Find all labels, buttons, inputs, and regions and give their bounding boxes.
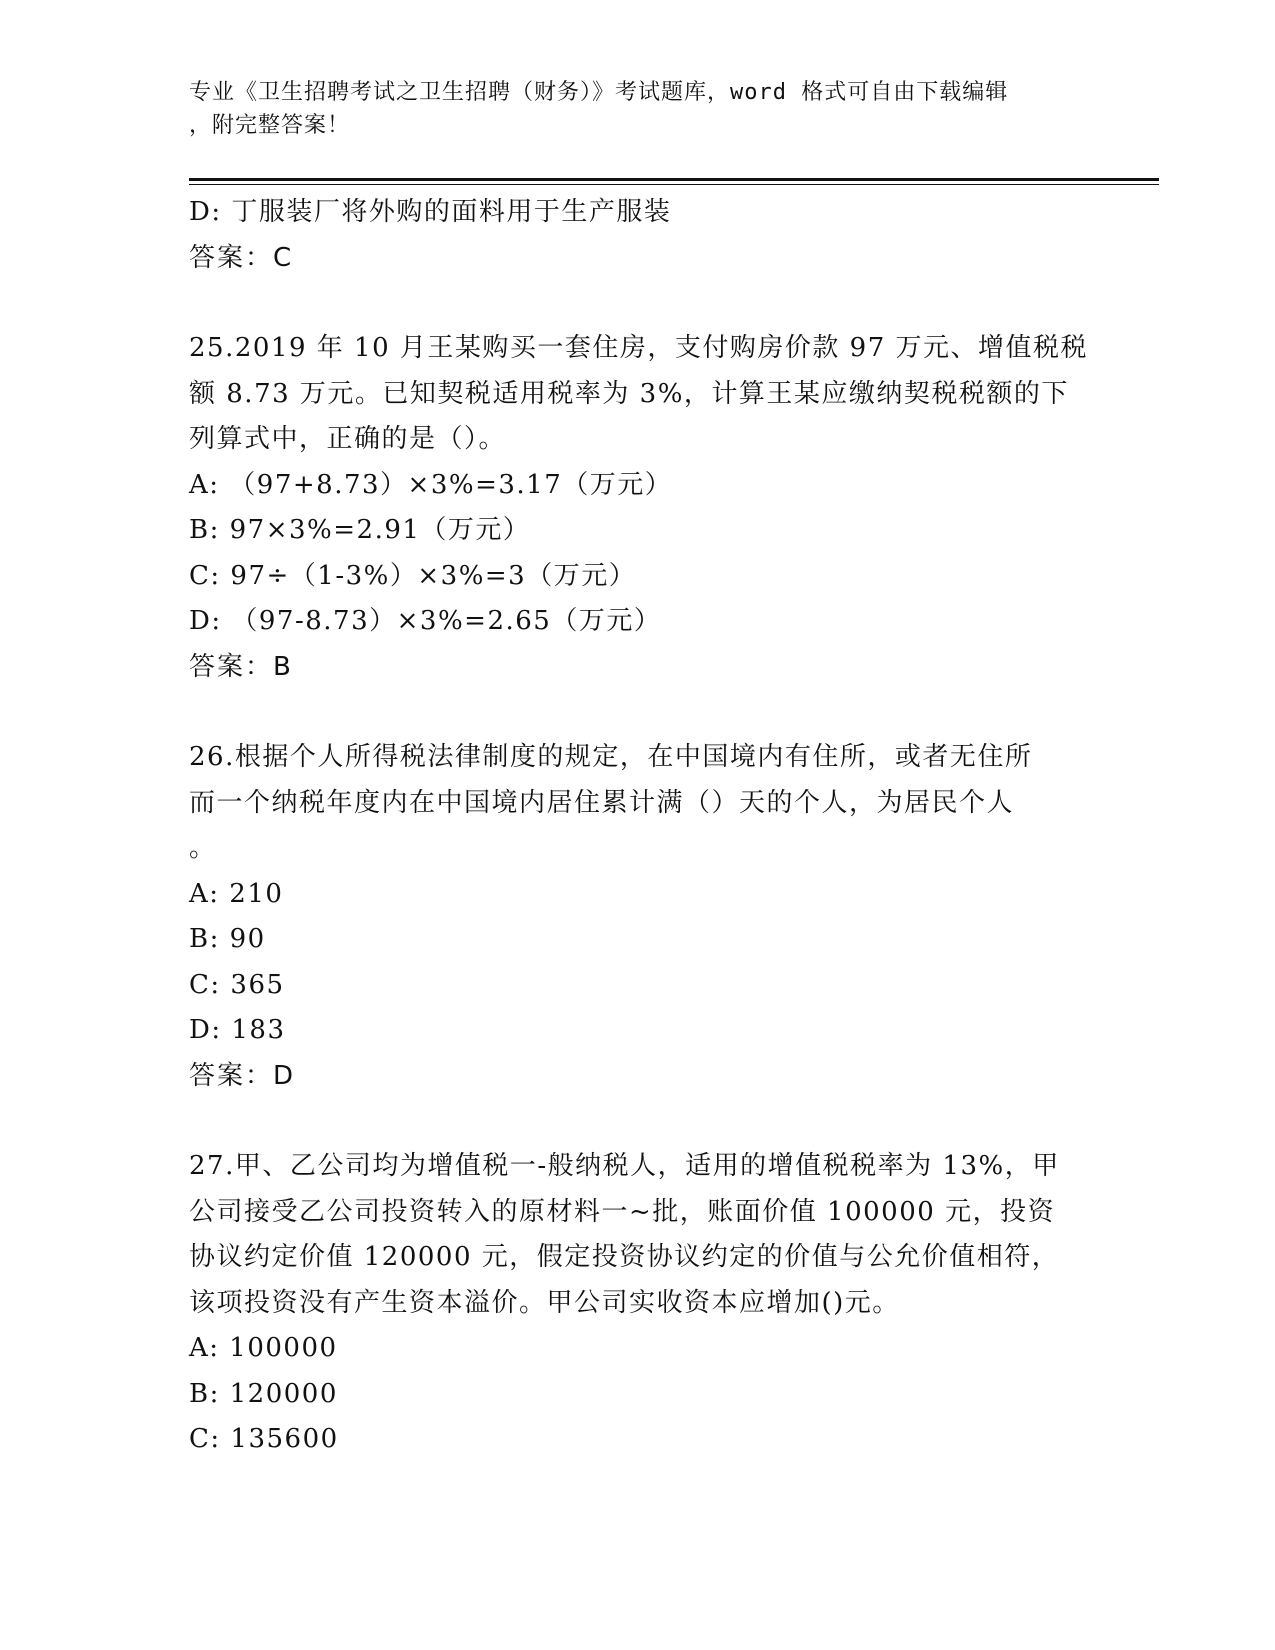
question-26 bbox=[189, 735, 1089, 1099]
question-stem-line: 额 8.73 万元。已知契税适用税率为 3%，计算王某应缴纳契税税额的下 bbox=[189, 378, 1069, 409]
question-stem-line: 26.根据个人所得税法律制度的规定，在中国境内有住所，或者无住所 bbox=[189, 742, 1033, 772]
document-body bbox=[189, 190, 1089, 1463]
answer-label: 答案：D bbox=[189, 1060, 296, 1091]
spacer bbox=[189, 281, 1089, 326]
question-stem-line: 该项投资没有产生资本溢价。甲公司实收资本应增加()元。 bbox=[189, 1287, 900, 1318]
spacer bbox=[189, 690, 1089, 735]
question-stem-line: 27.甲、乙公司均为增值税一-般纳税人，适用的增值税税率为 13%，甲 bbox=[189, 1151, 1060, 1181]
question-stem-line: 而一个纳税年度内在中国境内居住累计满（）天的个人，为居民个人 bbox=[189, 787, 1015, 818]
option-b: B: 90 bbox=[189, 924, 266, 954]
question-stem-line: 列算式中，正确的是（）。 bbox=[189, 424, 507, 454]
question-stem-line: 25.2019 年 10 月王某购买一套住房，支付购房价款 97 万元、增值税税 bbox=[189, 333, 1089, 363]
option-a: A: （97+8.73）×3%=3.17（万元） bbox=[189, 469, 673, 500]
option-a: A: 100000 bbox=[189, 1333, 338, 1363]
document-header bbox=[189, 76, 1089, 142]
option-b: B: 120000 bbox=[189, 1378, 338, 1409]
option-c: C: 365 bbox=[189, 969, 285, 1000]
answer-label: 答案：B bbox=[189, 651, 293, 682]
option-d: D: 丁服装厂将外购的面料用于生产服装 bbox=[189, 197, 672, 227]
header-line-1: 专业《卫生招聘考试之卫生招聘（财务）》考试题库，word 格式可自由下载编辑 bbox=[189, 80, 1009, 105]
question-stem-line: 公司接受乙公司投资转入的原材料一~批，账面价值 100000 元，投资 bbox=[189, 1196, 1056, 1227]
option-d: D: 183 bbox=[189, 1015, 286, 1045]
question-24 bbox=[189, 190, 1089, 281]
option-d: D: （97-8.73）×3%=2.65（万元） bbox=[189, 606, 662, 636]
option-a: A: 210 bbox=[189, 878, 284, 909]
question-stem-line: 。 bbox=[189, 833, 217, 863]
answer-label: 答案：C bbox=[189, 242, 294, 273]
header-line-2: ，附完整答案！ bbox=[189, 113, 351, 138]
spacer bbox=[189, 1099, 1089, 1144]
question-stem-line: 协议约定价值 120000 元，假定投资协议约定的价值与公允价值相符， bbox=[189, 1242, 1060, 1272]
header-rule-thick bbox=[189, 178, 1159, 181]
option-c: C: 135600 bbox=[189, 1424, 339, 1454]
option-b: B: 97×3%=2.91（万元） bbox=[189, 515, 531, 545]
question-25 bbox=[189, 326, 1089, 690]
header-rule-thin bbox=[189, 184, 1159, 185]
question-27 bbox=[189, 1144, 1089, 1463]
option-c: C: 97÷（1-3%）×3%=3（万元） bbox=[189, 560, 637, 591]
